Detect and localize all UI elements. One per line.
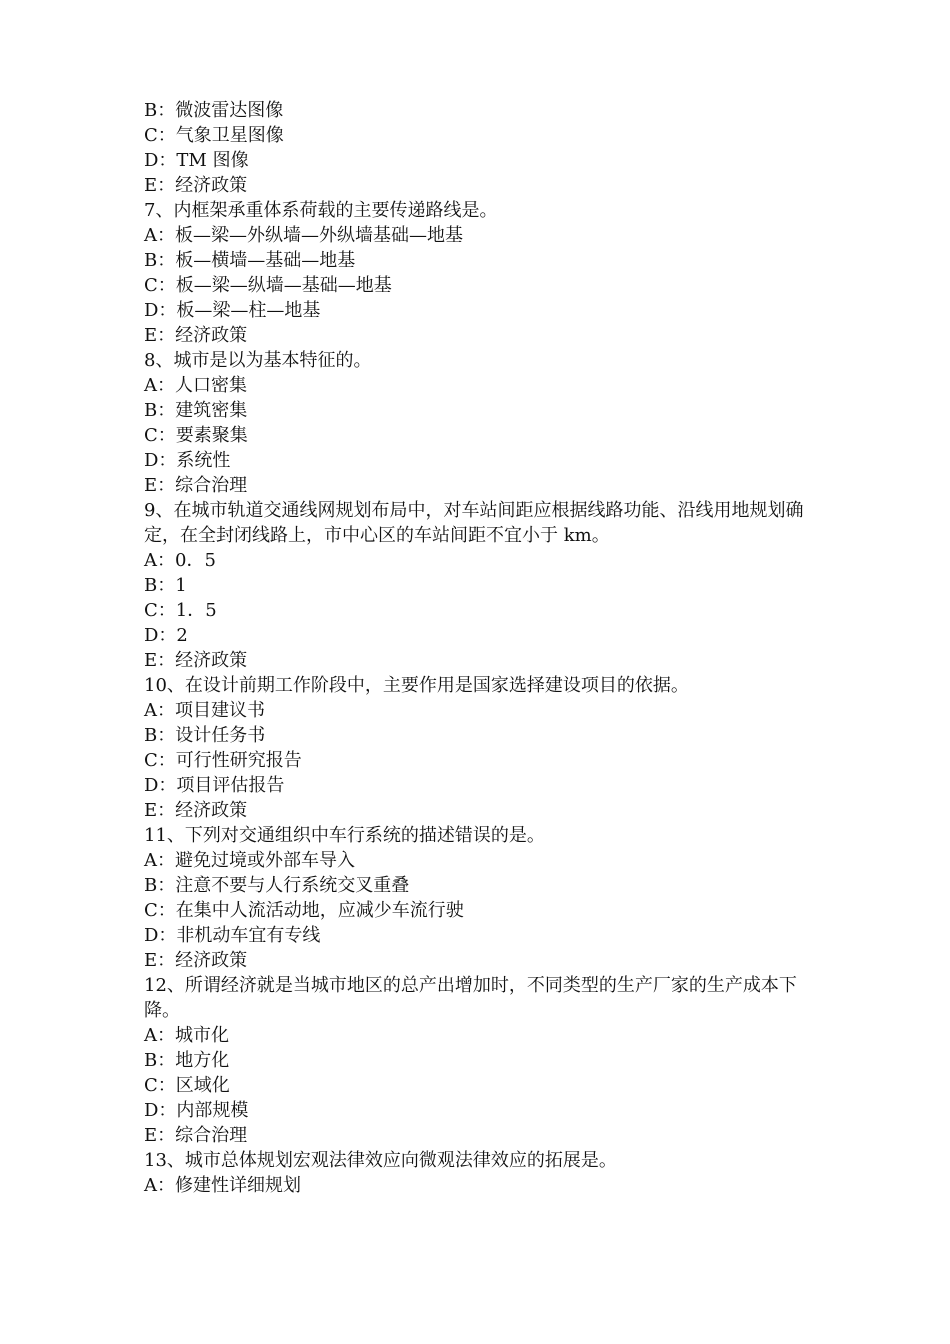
question-block — [144, 348, 814, 498]
option-line: A：城市化 — [144, 1025, 229, 1046]
option-line: C：气象卫星图像 — [144, 125, 284, 146]
option-line: E：综合治理 — [144, 475, 248, 496]
option-line: D：项目评估报告 — [144, 775, 285, 796]
option-line: E：经济政策 — [144, 650, 248, 671]
option-line: A：0．5 — [144, 550, 216, 571]
question-stem: 12、所谓经济就是当城市地区的总产出增加时，不同类型的生产厂家的生产成本下降。 — [144, 975, 797, 1021]
question-stem: 8、城市是以为基本特征的。 — [144, 350, 372, 371]
option-line: D：非机动车宜有专线 — [144, 925, 321, 946]
option-line: B：微波雷达图像 — [144, 100, 284, 121]
option-line: E：综合治理 — [144, 1125, 248, 1146]
option-line: C：可行性研究报告 — [144, 750, 302, 771]
option-line: D：板—梁—柱—地基 — [144, 300, 321, 321]
question-block — [144, 498, 814, 673]
option-line: D：TM 图像 — [144, 150, 249, 171]
option-line: B：地方化 — [144, 1050, 230, 1071]
question-stem: 11、下列对交通组织中车行系统的描述错误的是。 — [144, 825, 545, 846]
option-line: C：1．5 — [144, 600, 217, 621]
option-line: A：避免过境或外部车导入 — [144, 850, 355, 871]
option-line: B：1 — [144, 575, 187, 596]
question-stem: 7、内框架承重体系荷载的主要传递路线是。 — [144, 200, 498, 221]
question-stem: 13、城市总体规划宏观法律效应向微观法律效应的拓展是。 — [144, 1150, 617, 1171]
option-line: A：人口密集 — [144, 375, 247, 396]
option-line: B：建筑密集 — [144, 400, 248, 421]
option-line: D：系统性 — [144, 450, 231, 471]
option-line: B：注意不要与人行系统交叉重叠 — [144, 875, 410, 896]
question-stem: 10、在设计前期工作阶段中，主要作用是国家选择建设项目的依据。 — [144, 675, 689, 696]
document-body — [144, 98, 814, 1198]
option-line: C：在集中人流活动地，应减少车流行驶 — [144, 900, 464, 921]
option-line: A：修建性详细规划 — [144, 1175, 301, 1196]
question-block — [144, 1148, 814, 1198]
option-line: C：要素聚集 — [144, 425, 248, 446]
option-line: B：设计任务书 — [144, 725, 266, 746]
question-stem: 9、在城市轨道交通线网规划布局中，对车站间距应根据线路功能、沿线用地规划确定，在全封闭线路上，市中心区的车站间距不宜小于 km。 — [144, 500, 804, 546]
question-block — [144, 973, 814, 1148]
option-line: C：区域化 — [144, 1075, 230, 1096]
option-line: D：内部规模 — [144, 1100, 249, 1121]
option-line: E：经济政策 — [144, 950, 248, 971]
option-line: B：板—横墙—基础—地基 — [144, 250, 356, 271]
option-line: E：经济政策 — [144, 800, 248, 821]
option-line: E：经济政策 — [144, 325, 248, 346]
option-line: D：2 — [144, 625, 188, 646]
question-block — [144, 673, 814, 823]
option-line: A：板—梁—外纵墙—外纵墙基础—地基 — [144, 225, 463, 246]
option-line: A：项目建议书 — [144, 700, 265, 721]
option-line: E：经济政策 — [144, 175, 248, 196]
option-line: C：板—梁—纵墙—基础—地基 — [144, 275, 392, 296]
question-block — [144, 823, 814, 973]
question-block — [144, 198, 814, 348]
